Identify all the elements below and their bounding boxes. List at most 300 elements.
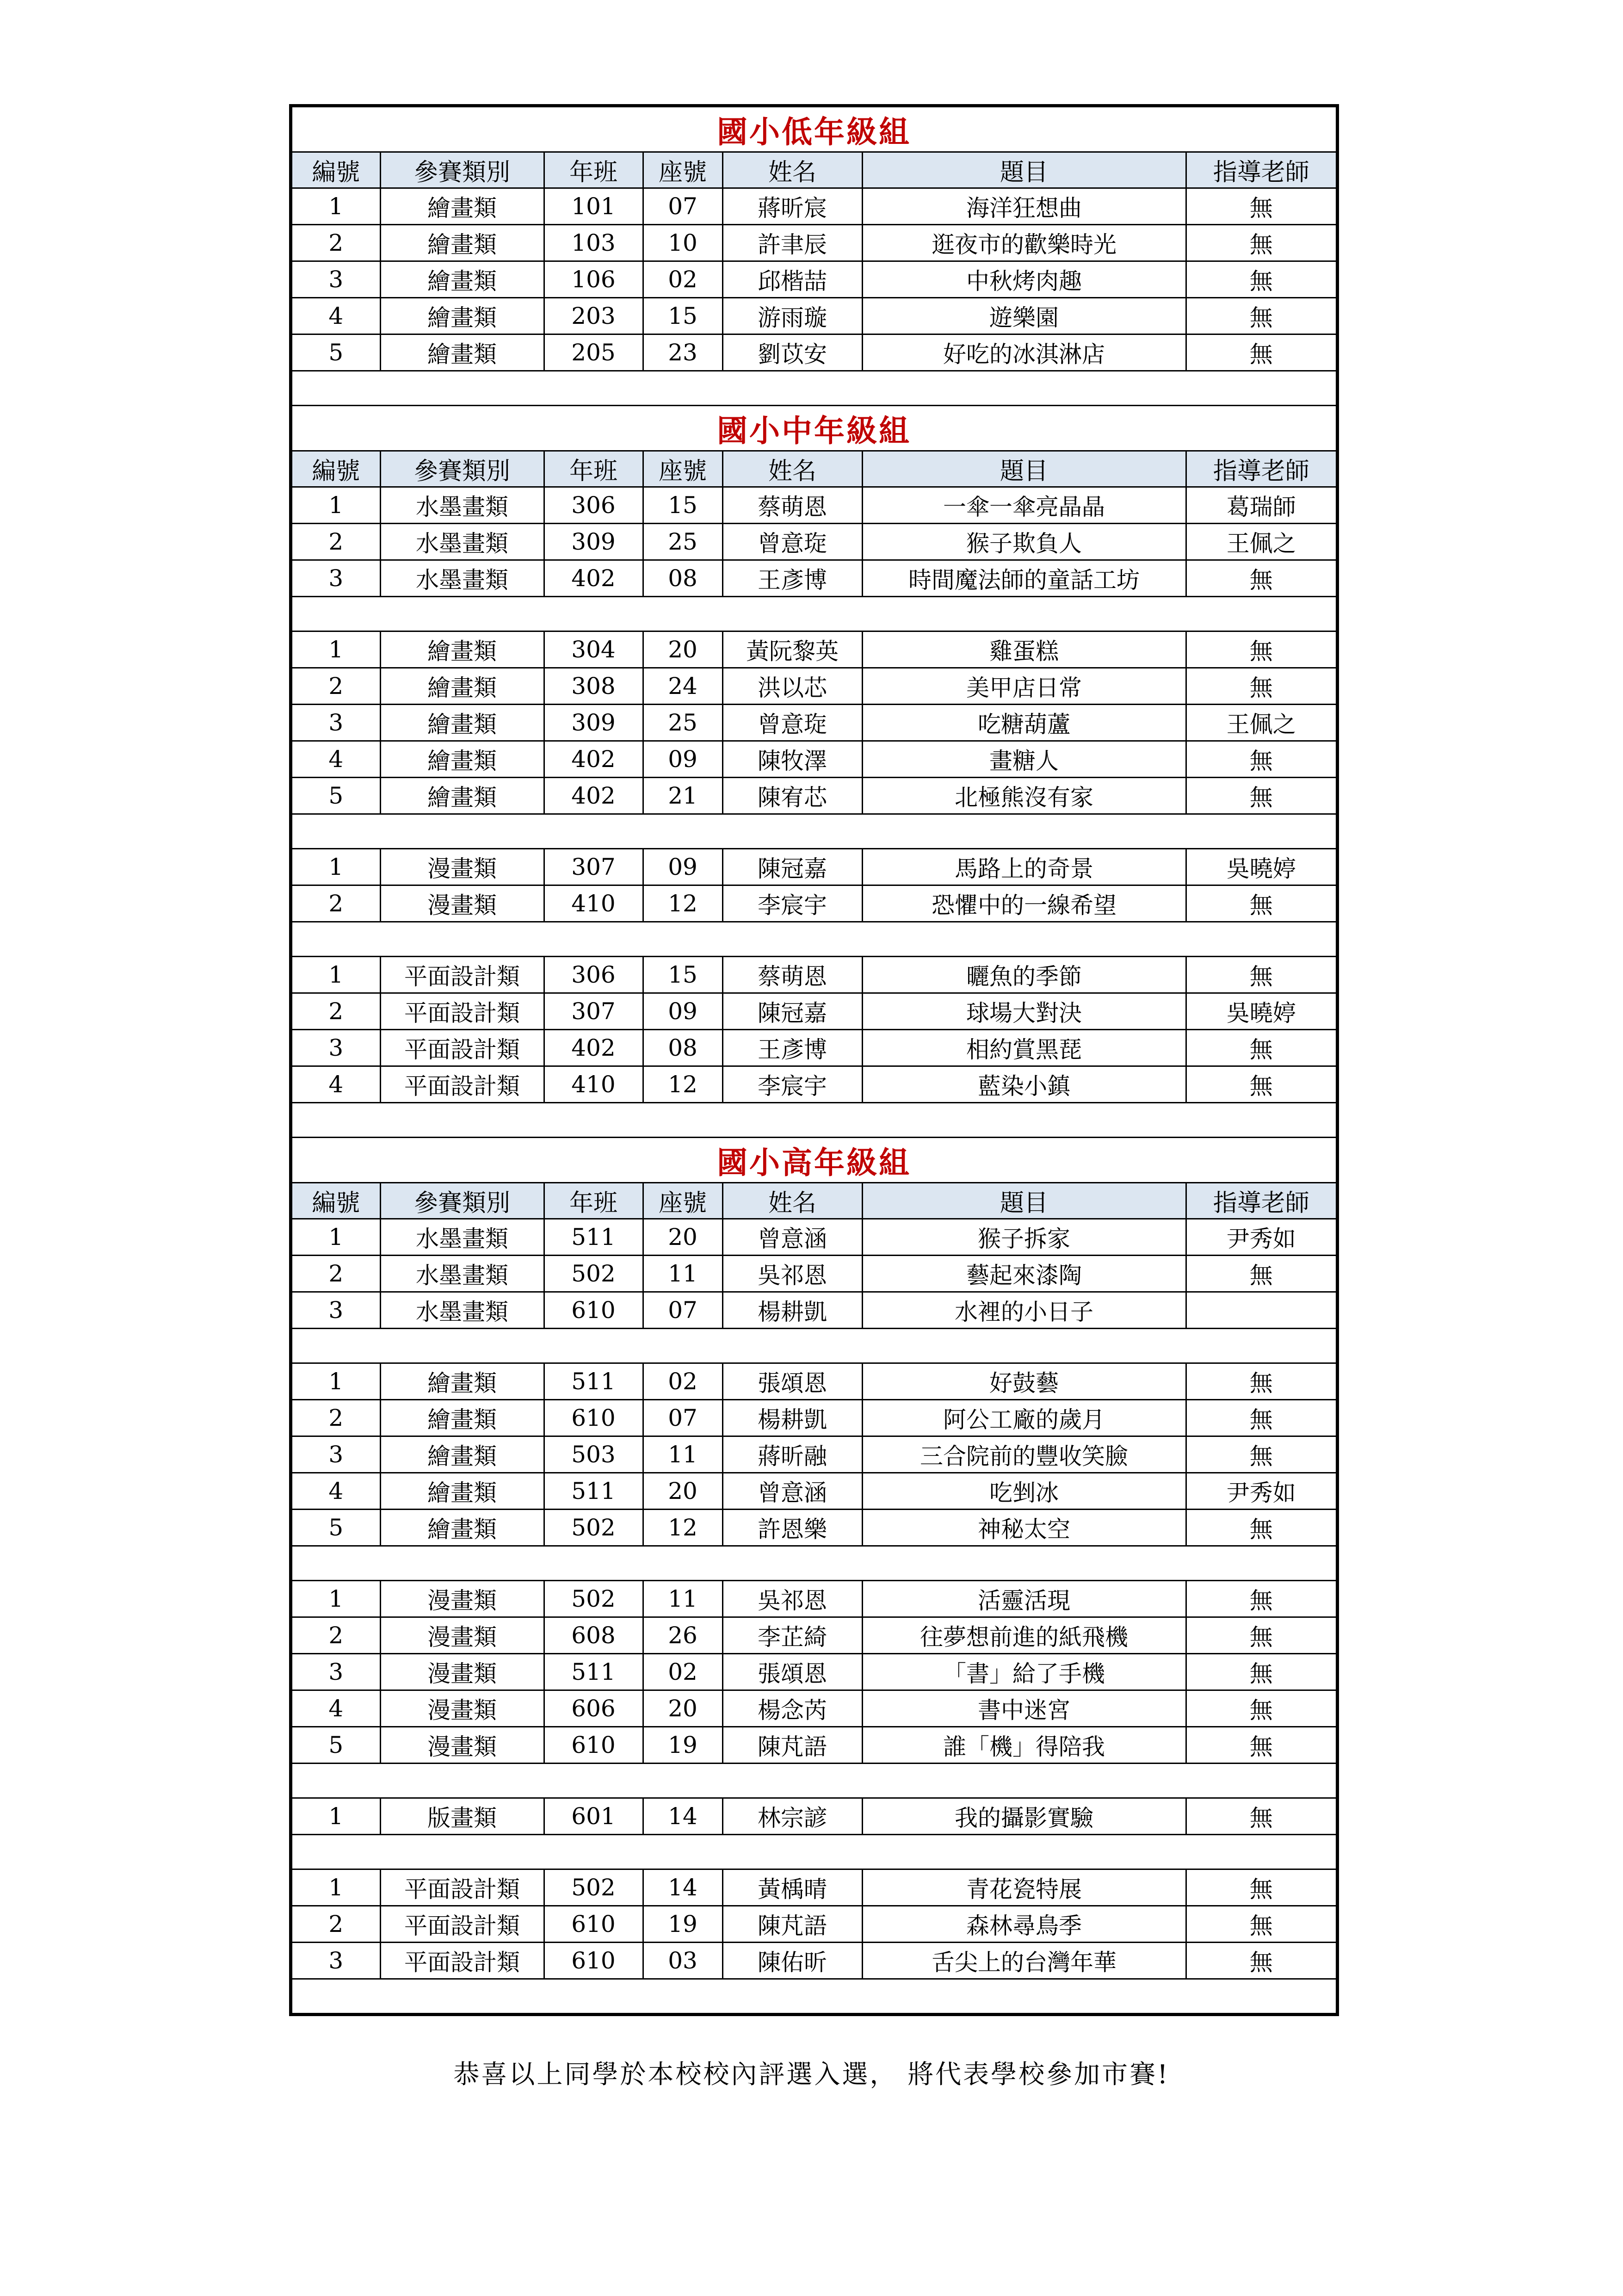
col-number: 3 <box>292 1943 380 1979</box>
table-row <box>292 631 1336 668</box>
col-title: 藝起來漆陶 <box>862 1256 1186 1292</box>
col-number: 2 <box>292 1617 380 1654</box>
col-number: 1 <box>292 1581 380 1617</box>
col-class: 101 <box>544 188 643 225</box>
col-number: 2 <box>292 668 380 705</box>
col-teacher: 無 <box>1186 957 1336 993</box>
col-seat: 24 <box>643 668 722 705</box>
col-category: 繪畫類 <box>380 741 544 778</box>
col-category: 水墨畫類 <box>380 560 544 597</box>
col-class: 306 <box>544 957 643 993</box>
col-teacher: 王佩之 <box>1186 705 1336 741</box>
col-title: 恐懼中的一線希望 <box>862 885 1186 922</box>
col-title: 球場大對決 <box>862 993 1186 1030</box>
col-category: 繪畫類 <box>380 334 544 371</box>
col-category: 繪畫類 <box>380 668 544 705</box>
col-name: 陳牧澤 <box>722 741 862 778</box>
col-class: 610 <box>544 1943 643 1979</box>
col-title: 吃剉冰 <box>862 1473 1186 1510</box>
col-title: 好鼓藝 <box>862 1363 1186 1400</box>
table-row <box>292 849 1336 885</box>
col-category: 繪畫類 <box>380 188 544 225</box>
col-number: 5 <box>292 1510 380 1546</box>
col-title: 時間魔法師的童話工坊 <box>862 560 1186 597</box>
col-teacher: 無 <box>1186 631 1336 668</box>
col-title: 畫糖人 <box>862 741 1186 778</box>
col-name: 陳冠嘉 <box>722 849 862 885</box>
col-seat: 25 <box>643 705 722 741</box>
col-name: 楊念芮 <box>722 1690 862 1727</box>
col-category: 水墨畫類 <box>380 487 544 524</box>
table-row <box>292 1690 1336 1727</box>
col-seat: 02 <box>643 261 722 298</box>
header-col-seat: 座號 <box>643 152 722 188</box>
col-title: 阿公工廠的歲月 <box>862 1400 1186 1436</box>
col-category: 漫畫類 <box>380 1617 544 1654</box>
col-seat: 14 <box>643 1869 722 1906</box>
col-number: 4 <box>292 1690 380 1727</box>
col-teacher: 無 <box>1186 1363 1336 1400</box>
col-name: 吳祁恩 <box>722 1581 862 1617</box>
col-name: 蔡萌恩 <box>722 957 862 993</box>
col-class: 410 <box>544 885 643 922</box>
col-class: 410 <box>544 1066 643 1103</box>
header-col-teacher: 指導老師 <box>1186 451 1336 487</box>
col-teacher: 無 <box>1186 1798 1336 1835</box>
col-class: 511 <box>544 1219 643 1256</box>
col-category: 水墨畫類 <box>380 1256 544 1292</box>
col-name: 吳祁恩 <box>722 1256 862 1292</box>
col-title: 美甲店日常 <box>862 668 1186 705</box>
col-teacher: 葛瑞師 <box>1186 487 1336 524</box>
col-name: 洪以芯 <box>722 668 862 705</box>
col-number: 3 <box>292 1292 380 1329</box>
col-seat: 11 <box>643 1436 722 1473</box>
table-row <box>292 1400 1336 1436</box>
col-name: 陳佑昕 <box>722 1943 862 1979</box>
col-name: 王彥博 <box>722 560 862 597</box>
col-teacher: 尹秀如 <box>1186 1219 1336 1256</box>
col-name: 林宗諺 <box>722 1798 862 1835</box>
header-col-name: 姓名 <box>722 451 862 487</box>
col-teacher: 無 <box>1186 1906 1336 1943</box>
col-seat: 09 <box>643 849 722 885</box>
col-name: 陳宥芯 <box>722 778 862 814</box>
col-class: 304 <box>544 631 643 668</box>
table-row <box>292 1436 1336 1473</box>
col-class: 402 <box>544 778 643 814</box>
col-category: 漫畫類 <box>380 885 544 922</box>
col-title: 海洋狂想曲 <box>862 188 1186 225</box>
col-title: 北極熊沒有家 <box>862 778 1186 814</box>
col-teacher: 無 <box>1186 1869 1336 1906</box>
spacer-cell <box>292 597 1336 631</box>
col-category: 平面設計類 <box>380 1906 544 1943</box>
col-title: 誰「機」得陪我 <box>862 1727 1186 1764</box>
col-name: 陳芃語 <box>722 1727 862 1764</box>
col-category: 平面設計類 <box>380 1030 544 1066</box>
spacer-cell <box>292 1835 1336 1869</box>
col-seat: 11 <box>643 1256 722 1292</box>
header-col-category: 參賽類別 <box>380 1183 544 1219</box>
col-seat: 14 <box>643 1798 722 1835</box>
col-title: 書中迷宮 <box>862 1690 1186 1727</box>
col-teacher: 無 <box>1186 741 1336 778</box>
col-number: 1 <box>292 188 380 225</box>
col-category: 繪畫類 <box>380 1510 544 1546</box>
spacer-cell <box>292 371 1336 406</box>
col-category: 水墨畫類 <box>380 1219 544 1256</box>
col-teacher: 尹秀如 <box>1186 1473 1336 1510</box>
col-title: 中秋烤肉趣 <box>862 261 1186 298</box>
header-row <box>292 451 1336 487</box>
col-category: 平面設計類 <box>380 1066 544 1103</box>
col-seat: 08 <box>643 560 722 597</box>
col-category: 繪畫類 <box>380 705 544 741</box>
col-teacher: 無 <box>1186 188 1336 225</box>
col-number: 4 <box>292 741 380 778</box>
col-name: 黃阮黎英 <box>722 631 862 668</box>
table-row <box>292 1510 1336 1546</box>
col-category: 版畫類 <box>380 1798 544 1835</box>
header-row <box>292 152 1336 188</box>
col-class: 103 <box>544 225 643 261</box>
col-teacher: 無 <box>1186 1256 1336 1292</box>
col-name: 蔣昕宸 <box>722 188 862 225</box>
spacer-row <box>292 597 1336 631</box>
col-seat: 15 <box>643 487 722 524</box>
col-name: 邱楷喆 <box>722 261 862 298</box>
spacer-cell <box>292 1979 1336 2013</box>
header-col-teacher: 指導老師 <box>1186 1183 1336 1219</box>
table-row <box>292 1727 1336 1764</box>
col-seat: 10 <box>643 225 722 261</box>
col-number: 2 <box>292 225 380 261</box>
col-teacher: 無 <box>1186 1727 1336 1764</box>
col-class: 610 <box>544 1400 643 1436</box>
col-name: 李宸宇 <box>722 885 862 922</box>
table-row <box>292 1292 1336 1329</box>
spacer-row <box>292 1835 1336 1869</box>
col-name: 曾意涵 <box>722 1219 862 1256</box>
col-category: 漫畫類 <box>380 1727 544 1764</box>
col-seat: 02 <box>643 1654 722 1690</box>
col-class: 502 <box>544 1256 643 1292</box>
col-category: 漫畫類 <box>380 1654 544 1690</box>
section-title-row <box>292 1138 1336 1183</box>
table-row <box>292 993 1336 1030</box>
col-seat: 02 <box>643 1363 722 1400</box>
header-col-title: 題目 <box>862 1183 1186 1219</box>
col-title: 相約賞黑琵 <box>862 1030 1186 1066</box>
col-seat: 12 <box>643 1510 722 1546</box>
col-class: 502 <box>544 1581 643 1617</box>
col-teacher: 無 <box>1186 1030 1336 1066</box>
col-number: 2 <box>292 993 380 1030</box>
col-category: 平面設計類 <box>380 1869 544 1906</box>
col-seat: 23 <box>643 334 722 371</box>
col-seat: 20 <box>643 1473 722 1510</box>
col-teacher: 無 <box>1186 560 1336 597</box>
col-name: 曾意琁 <box>722 705 862 741</box>
table-row <box>292 487 1336 524</box>
col-title: 神秘太空 <box>862 1510 1186 1546</box>
col-class: 307 <box>544 993 643 1030</box>
table-row <box>292 1219 1336 1256</box>
col-class: 106 <box>544 261 643 298</box>
col-name: 楊耕凱 <box>722 1292 862 1329</box>
col-class: 511 <box>544 1654 643 1690</box>
table-row <box>292 298 1336 334</box>
col-name: 張頌恩 <box>722 1363 862 1400</box>
col-title: 馬路上的奇景 <box>862 849 1186 885</box>
award-list-table <box>289 104 1339 2016</box>
col-number: 3 <box>292 261 380 298</box>
header-col-number: 編號 <box>292 1183 380 1219</box>
col-seat: 15 <box>643 298 722 334</box>
col-seat: 21 <box>643 778 722 814</box>
col-number: 1 <box>292 1869 380 1906</box>
col-name: 李芷綺 <box>722 1617 862 1654</box>
col-number: 1 <box>292 1363 380 1400</box>
col-seat: 20 <box>643 631 722 668</box>
col-class: 601 <box>544 1798 643 1835</box>
col-number: 2 <box>292 1400 380 1436</box>
col-seat: 07 <box>643 1292 722 1329</box>
col-class: 503 <box>544 1436 643 1473</box>
col-title: 水裡的小日子 <box>862 1292 1186 1329</box>
col-name: 蔣昕融 <box>722 1436 862 1473</box>
col-category: 繪畫類 <box>380 1363 544 1400</box>
table-row <box>292 1066 1336 1103</box>
col-number: 1 <box>292 631 380 668</box>
col-number: 3 <box>292 560 380 597</box>
col-category: 繪畫類 <box>380 631 544 668</box>
spacer-cell <box>292 1329 1336 1363</box>
header-col-title: 題目 <box>862 451 1186 487</box>
col-name: 許聿辰 <box>722 225 862 261</box>
col-class: 306 <box>544 487 643 524</box>
table-row <box>292 1473 1336 1510</box>
col-title: 我的攝影實驗 <box>862 1798 1186 1835</box>
col-teacher: 無 <box>1186 1581 1336 1617</box>
col-seat: 26 <box>643 1617 722 1654</box>
table-row <box>292 885 1336 922</box>
col-class: 203 <box>544 298 643 334</box>
col-teacher: 王佩之 <box>1186 524 1336 560</box>
table-row <box>292 778 1336 814</box>
col-number: 5 <box>292 778 380 814</box>
table-row <box>292 1654 1336 1690</box>
col-seat: 20 <box>643 1219 722 1256</box>
col-seat: 03 <box>643 1943 722 1979</box>
col-title: 青花瓷特展 <box>862 1869 1186 1906</box>
col-category: 平面設計類 <box>380 993 544 1030</box>
col-seat: 19 <box>643 1727 722 1764</box>
col-number: 1 <box>292 849 380 885</box>
table-row <box>292 957 1336 993</box>
col-number: 4 <box>292 1473 380 1510</box>
col-name: 李宸宇 <box>722 1066 862 1103</box>
col-seat: 09 <box>643 993 722 1030</box>
col-teacher: 無 <box>1186 1654 1336 1690</box>
col-seat: 19 <box>643 1906 722 1943</box>
col-number: 3 <box>292 1030 380 1066</box>
spacer-row <box>292 1979 1336 2013</box>
col-class: 608 <box>544 1617 643 1654</box>
col-name: 曾意涵 <box>722 1473 862 1510</box>
congratulation-note: 恭喜以上同學於本校校內評選入選， 將代表學校參加市賽! <box>453 2060 1170 2090</box>
col-name: 張頌恩 <box>722 1654 862 1690</box>
table-row <box>292 1581 1336 1617</box>
col-number: 2 <box>292 885 380 922</box>
col-number: 1 <box>292 957 380 993</box>
col-teacher: 無 <box>1186 1436 1336 1473</box>
header-col-number: 編號 <box>292 152 380 188</box>
spacer-row <box>292 814 1336 849</box>
col-seat: 15 <box>643 957 722 993</box>
spacer-row <box>292 371 1336 406</box>
col-teacher: 無 <box>1186 261 1336 298</box>
spacer-cell <box>292 922 1336 957</box>
table-row <box>292 1869 1336 1906</box>
col-category: 平面設計類 <box>380 1943 544 1979</box>
col-teacher: 無 <box>1186 1400 1336 1436</box>
col-class: 610 <box>544 1906 643 1943</box>
col-number: 3 <box>292 705 380 741</box>
col-title: 森林尋鳥季 <box>862 1906 1186 1943</box>
col-teacher: 吳曉婷 <box>1186 993 1336 1030</box>
col-category: 水墨畫類 <box>380 1292 544 1329</box>
col-title: 雞蛋糕 <box>862 631 1186 668</box>
col-category: 漫畫類 <box>380 1581 544 1617</box>
spacer-cell <box>292 1546 1336 1581</box>
col-title: 「書」給了手機 <box>862 1654 1186 1690</box>
col-class: 610 <box>544 1292 643 1329</box>
col-category: 漫畫類 <box>380 1690 544 1727</box>
header-col-name: 姓名 <box>722 152 862 188</box>
col-category: 繪畫類 <box>380 261 544 298</box>
header-col-class: 年班 <box>544 1183 643 1219</box>
spacer-cell <box>292 1764 1336 1798</box>
col-title: 一傘一傘亮晶晶 <box>862 487 1186 524</box>
col-teacher: 無 <box>1186 225 1336 261</box>
section-title: 國小低年級組 <box>292 107 1336 152</box>
header-col-teacher: 指導老師 <box>1186 152 1336 188</box>
spacer-row <box>292 1546 1336 1581</box>
col-title: 吃糖葫蘆 <box>862 705 1186 741</box>
spacer-cell <box>292 1103 1336 1138</box>
col-name: 曾意琁 <box>722 524 862 560</box>
col-teacher: 無 <box>1186 298 1336 334</box>
col-title: 猴子拆家 <box>862 1219 1186 1256</box>
col-teacher: 無 <box>1186 668 1336 705</box>
col-seat: 20 <box>643 1690 722 1727</box>
col-seat: 07 <box>643 1400 722 1436</box>
col-title: 往夢想前進的紙飛機 <box>862 1617 1186 1654</box>
table-row <box>292 524 1336 560</box>
col-title: 藍染小鎮 <box>862 1066 1186 1103</box>
col-title: 活靈活現 <box>862 1581 1186 1617</box>
col-class: 307 <box>544 849 643 885</box>
col-seat: 25 <box>643 524 722 560</box>
col-name: 劉苡安 <box>722 334 862 371</box>
table-row <box>292 668 1336 705</box>
table-row <box>292 261 1336 298</box>
col-seat: 12 <box>643 1066 722 1103</box>
col-name: 游雨璇 <box>722 298 862 334</box>
table-row <box>292 741 1336 778</box>
col-teacher: 無 <box>1186 1066 1336 1103</box>
col-seat: 12 <box>643 885 722 922</box>
col-class: 205 <box>544 334 643 371</box>
spacer-row <box>292 1103 1336 1138</box>
col-class: 502 <box>544 1869 643 1906</box>
table-row <box>292 1617 1336 1654</box>
col-class: 610 <box>544 1727 643 1764</box>
col-name: 許恩樂 <box>722 1510 862 1546</box>
col-title: 三合院前的豐收笑臉 <box>862 1436 1186 1473</box>
col-name: 楊耕凱 <box>722 1400 862 1436</box>
col-teacher: 無 <box>1186 778 1336 814</box>
col-class: 511 <box>544 1473 643 1510</box>
table-row <box>292 1798 1336 1835</box>
table-row <box>292 1943 1336 1979</box>
section-title-row <box>292 107 1336 152</box>
col-number: 1 <box>292 1219 380 1256</box>
col-name: 陳冠嘉 <box>722 993 862 1030</box>
col-number: 1 <box>292 1798 380 1835</box>
header-col-seat: 座號 <box>643 1183 722 1219</box>
section-title-row <box>292 406 1336 451</box>
col-class: 402 <box>544 1030 643 1066</box>
col-category: 繪畫類 <box>380 1473 544 1510</box>
col-name: 王彥博 <box>722 1030 862 1066</box>
col-class: 309 <box>544 524 643 560</box>
header-col-category: 參賽類別 <box>380 451 544 487</box>
col-category: 繪畫類 <box>380 298 544 334</box>
table-row <box>292 188 1336 225</box>
col-class: 511 <box>544 1363 643 1400</box>
col-class: 502 <box>544 1510 643 1546</box>
col-seat: 09 <box>643 741 722 778</box>
col-category: 繪畫類 <box>380 1400 544 1436</box>
col-title: 逛夜市的歡樂時光 <box>862 225 1186 261</box>
col-class: 309 <box>544 705 643 741</box>
col-teacher: 無 <box>1186 334 1336 371</box>
spacer-row <box>292 1764 1336 1798</box>
table-row <box>292 334 1336 371</box>
col-seat: 11 <box>643 1581 722 1617</box>
col-category: 繪畫類 <box>380 778 544 814</box>
spacer-cell <box>292 814 1336 849</box>
table-row <box>292 705 1336 741</box>
col-number: 3 <box>292 1654 380 1690</box>
col-seat: 07 <box>643 188 722 225</box>
col-class: 402 <box>544 560 643 597</box>
col-class: 606 <box>544 1690 643 1727</box>
col-category: 漫畫類 <box>380 849 544 885</box>
col-teacher <box>1186 1292 1336 1329</box>
col-number: 2 <box>292 524 380 560</box>
col-title: 猴子欺負人 <box>862 524 1186 560</box>
col-teacher: 吳曉婷 <box>1186 849 1336 885</box>
col-category: 繪畫類 <box>380 1436 544 1473</box>
header-col-name: 姓名 <box>722 1183 862 1219</box>
col-teacher: 無 <box>1186 885 1336 922</box>
col-seat: 08 <box>643 1030 722 1066</box>
col-number: 2 <box>292 1256 380 1292</box>
